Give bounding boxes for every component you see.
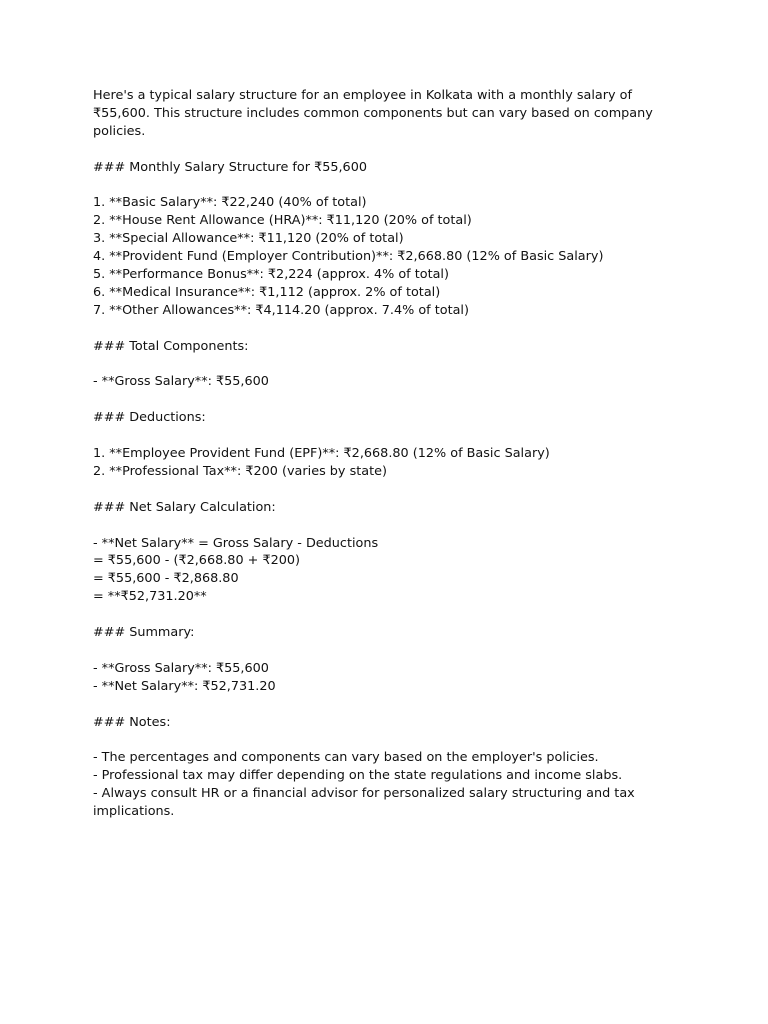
component-item: 2. **House Rent Allowance (HRA)**: ₹11,120 (20% of total) [93,213,472,229]
summary-heading: ### Summary: [93,625,195,641]
deduction-item: 1. **Employee Provident Fund (EPF)**: ₹2,668.80 (12% of Basic Salary) [93,446,550,462]
spacer [93,320,653,338]
net-calculation-line: = ₹55,600 - ₹2,868.80 [93,571,239,587]
spacer [93,696,653,714]
spacer [93,356,653,374]
spacer [93,642,653,660]
component-item: 4. **Provident Fund (Employer Contribution)**: ₹2,668.80 (12% of Basic Salary) [93,249,604,265]
component-item: 3. **Special Allowance**: ₹11,120 (20% of total) [93,231,404,247]
spacer [93,481,653,499]
summary-item: - **Gross Salary**: ₹55,600 [93,660,269,676]
net-calculation-line: = **₹52,731.20** [93,589,207,605]
spacer [93,606,653,624]
intro-line: Here's a typical salary structure for an employee in Kolkata with a monthly salary of [93,88,632,103]
document-body [93,87,653,821]
deductions-heading: ### Deductions: [93,410,206,426]
component-item: 5. **Performance Bonus**: ₹2,224 (approx. 4% of total) [93,267,449,283]
net-calculation-line: = ₹55,600 - (₹2,668.80 + ₹200) [93,553,300,569]
deduction-item: 2. **Professional Tax**: ₹200 (varies by state) [93,463,387,479]
intro-line: policies. [93,123,146,139]
note-item: - Always consult HR or a financial advisor for personalized salary structuring and tax [93,786,635,802]
summary-item: - **Net Salary**: ₹52,731.20 [93,678,276,694]
component-item: 1. **Basic Salary**: ₹22,240 (40% of total) [93,195,367,211]
component-item: 7. **Other Allowances**: ₹4,114.20 (approx. 7.4% of total) [93,302,469,318]
spacer [93,731,653,749]
component-item: 6. **Medical Insurance**: ₹1,112 (approx. 2% of total) [93,284,441,300]
gross-salary-item: - **Gross Salary**: ₹55,600 [93,374,269,390]
spacer [93,141,653,159]
note-item: - The percentages and components can vary based on the employer's policies. [93,750,599,766]
note-item: implications. [93,804,175,820]
net-calculation-line: - **Net Salary** = Gross Salary - Deductions [93,535,379,551]
note-item: - Professional tax may differ depending on the state regulations and income slabs. [93,768,623,784]
spacer [93,517,653,535]
net-salary-heading: ### Net Salary Calculation: [93,499,276,515]
spacer [93,177,653,195]
spacer [93,427,653,445]
intro-line: ₹55,600. This structure includes common components but can vary based on company [93,105,653,121]
total-components-heading: ### Total Components: [93,338,249,354]
monthly-structure-heading: ### Monthly Salary Structure for ₹55,600 [93,159,367,175]
spacer [93,391,653,409]
notes-heading: ### Notes: [93,714,171,730]
